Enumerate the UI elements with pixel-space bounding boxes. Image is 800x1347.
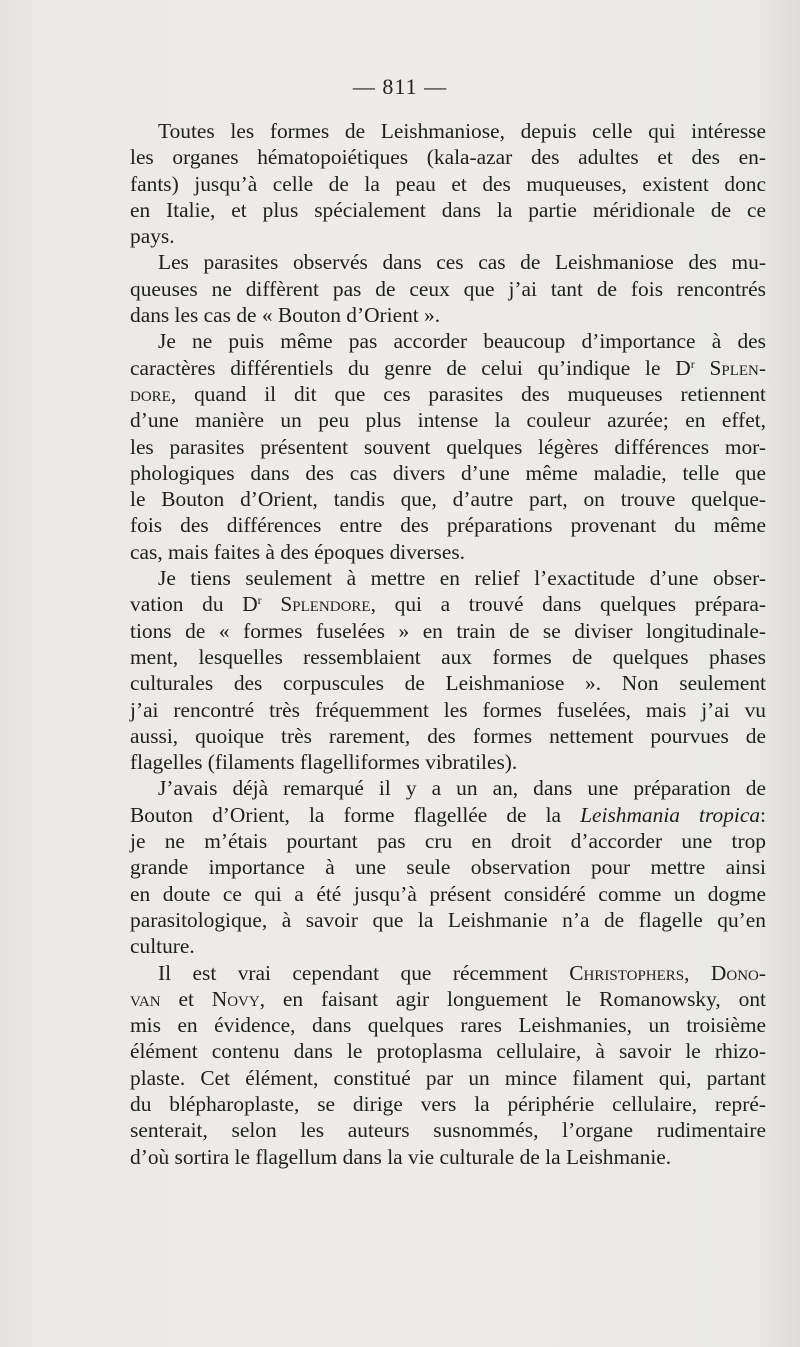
text-line: en doute ce qui a été jusqu’à présent considéré comme un dogme: [130, 881, 766, 906]
text-line: du blépharoplaste, se dirige vers la périphérie cellulaire, repré-: [130, 1091, 766, 1116]
author-name: van: [130, 986, 161, 1011]
text-line: fants) jusqu’à celle de la peau et des muqueuses, existent donc: [130, 171, 766, 196]
text-line: caractères différentiels du genre de celui qu’indique le $D^r$ Splen-: [130, 355, 766, 380]
text-line: les organes hématopoiétiques (kala-azar des adultes et des en-: [130, 145, 766, 170]
author-name: Splen-: [709, 355, 766, 380]
text-line: Bouton d’Orient, la forme flagellée de la Leishmania tropica:: [130, 802, 766, 827]
text-line: aussi, quoique très rarement, des formes nettement pourvues de: [130, 723, 766, 748]
text-line: d’où sortira le flagellum dans la vie culturale de la Leishmanie.: [130, 1144, 672, 1169]
text-line: cas, mais faites à des époques diverses.: [130, 539, 466, 564]
text-line: dore, quand il dit que ces parasites des muqueuses retiennent: [130, 381, 766, 406]
body-text: [130, 118, 766, 1170]
text-line: d’une manière un peu plus intense la couleur azurée; en effet,: [130, 408, 766, 433]
text-line: Je tiens seulement à mettre en relief l’exactitude d’une obser-: [158, 566, 766, 591]
author-name: Novy: [211, 986, 260, 1011]
text-line: en Italie, et plus spécialement dans la partie méridionale de ce: [130, 197, 766, 222]
author-name: Dono-: [710, 960, 766, 985]
text-line: dans les cas de « Bouton d’Orient ».: [130, 303, 441, 328]
text-line: flagelles (filaments flagelliformes vibratiles).: [130, 750, 518, 775]
text-line: pays.: [130, 224, 175, 249]
text-line: le Bouton d’Orient, tandis que, d’autre part, on trouve quelque-: [130, 487, 766, 512]
text-line: mis en évidence, dans quelques rares Leishmanies, un troisième: [130, 1013, 766, 1038]
text-line: senterait, selon les auteurs susnommés, l’organe rudimentaire: [130, 1118, 766, 1143]
text-line: Toutes les formes de Leishmaniose, depuis celle qui intéresse: [158, 119, 766, 143]
text-line: parasitologique, à savoir que la Leishmanie n’a de flagelle qu’en: [130, 907, 766, 932]
text-line: J’avais déjà remarqué il y a un an, dans une préparation de: [158, 776, 766, 801]
text-line: tions de « formes fuselées » en train de se diviser longitudinale-: [130, 618, 766, 643]
text-line: ment, lesquelles ressemblaient aux formes de quelques phases: [130, 644, 766, 669]
text-line: fois des différences entre des préparations provenant du même: [130, 513, 766, 538]
text-line: j’ai rencontré très fréquemment les formes fuselées, mais j’ai vu: [130, 697, 766, 722]
text-line: je ne m’étais pourtant pas cru en droit d’accorder une trop: [130, 829, 766, 854]
text-line: vation du $D^r$ Splendore, qui a trouvé dans quelques prépara-: [130, 592, 766, 617]
text-line: élément contenu dans le protoplasma cellulaire, à savoir le rhizo-: [130, 1039, 766, 1064]
text-line: phologiques dans des cas divers d’une même maladie, telle que: [130, 460, 766, 485]
text-line: Il est vrai cependant que récemment Christophers, Dono-: [158, 960, 766, 985]
text-line: van et Novy, en faisant agir longuement le Romanowsky, ont: [130, 986, 766, 1011]
page-number: — 811 —: [352, 74, 448, 99]
text-line: plaste. Cet élément, constitué par un mince filament qui, partant: [130, 1065, 766, 1090]
author-name: Christophers: [569, 960, 685, 985]
text-line: grande importance à une seule observation pour mettre ainsi: [130, 855, 766, 880]
author-name: dore: [130, 381, 171, 406]
author-name: Splendore: [280, 592, 371, 617]
text-line: queuses ne diffèrent pas de ceux que j’ai tant de fois rencontrés: [130, 276, 766, 301]
text-line: Les parasites observés dans ces cas de Leishmaniose des mu-: [158, 250, 766, 275]
text-line: culture.: [130, 934, 195, 959]
text-line: les parasites présentent souvent quelques légères différences mor-: [130, 434, 766, 459]
species-name: Leishmania tropica: [580, 802, 761, 827]
text-line: culturales des corpuscules de Leishmaniose ». Non seulement: [130, 671, 766, 696]
text-line: Je ne puis même pas accorder beaucoup d’importance à des: [158, 329, 766, 354]
